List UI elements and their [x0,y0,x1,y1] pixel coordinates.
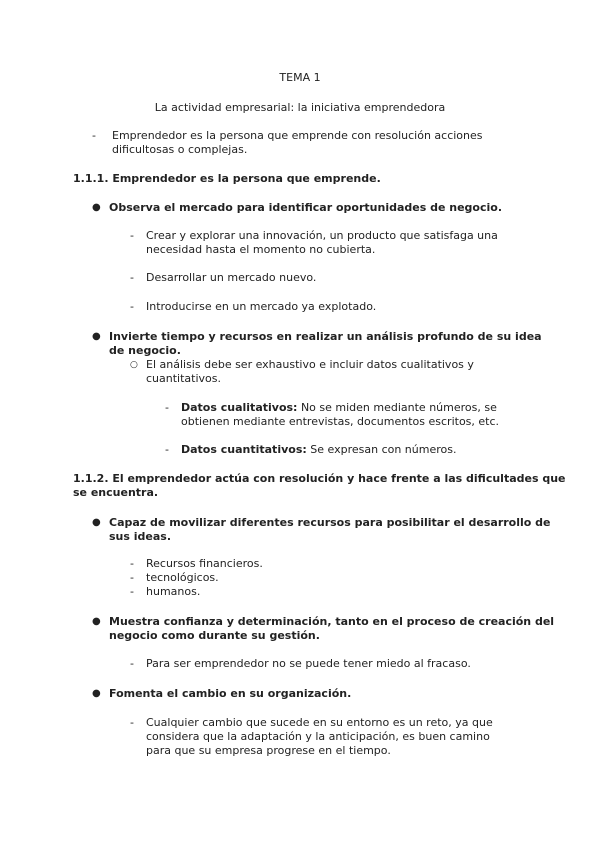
bullet-icon: ● [92,331,101,342]
s2-b3-sub-line1: Cualquier cambio que sucede en su entorno es un reto, ya que [146,716,493,729]
qualitative-text: No se miden mediante números, se [297,401,497,414]
s2-bullet-2-line2: negocio como durante su gestión. [109,629,320,642]
intro-line-2: dificultosas o complejas. [112,143,248,156]
s1-b1-sub1-line1: Crear y explorar una innovación, un producto que satisfaga una [146,229,498,242]
s1-b1-sub1-line2: necesidad hasta el momento no cubierta. [146,243,376,256]
s2-bullet-3: Fomenta el cambio en su organización. [109,687,352,700]
s2-bullet-1-line2: sus ideas. [109,530,172,543]
s2-b3-sub-line3: para que su empresa progrese en el tiempo. [146,744,391,757]
s2-bullet-1-line1: Capaz de movilizar diferentes recursos para posibilitar el desarrollo de [109,516,551,529]
s2-b3-sub-line2: considera que la adaptación y la anticipación, es buen camino [146,730,490,743]
s1-bullet-1: Observa el mercado para identificar oportunidades de negocio. [109,201,503,214]
quantitative-line [181,443,456,458]
intro-line-1: Emprendedor es la persona que emprende con resolución acciones [112,129,483,142]
section-2-heading-line1: 1.1.2. El emprendedor actúa con resolución y hace frente a las dificultades que [73,472,566,485]
s2-b2-sub: Para ser emprendedor no se puede tener miedo al fracaso. [146,657,471,670]
dash-marker: - [130,657,134,670]
dash-marker: - [165,443,169,456]
s1-b2-circ-line1: El análisis debe ser exhaustivo e incluir datos cualitativos y [146,358,474,371]
dash-marker: - [130,585,134,598]
section-1-heading: 1.1.1. Emprendedor es la persona que emprende. [73,172,381,185]
qualitative-label: Datos cualitativos: [181,401,298,414]
dash-marker: - [130,300,134,313]
s1-bullet-2-line1: Invierte tiempo y recursos en realizar un análisis profundo de su idea [109,330,542,343]
bullet-icon: ● [92,517,101,528]
page-subtitle: La actividad empresarial: la iniciativa emprendedora [154,101,446,114]
bullet-icon: ● [92,616,101,627]
dash-marker: - [130,571,134,584]
list-item: Recursos financieros. [146,557,263,570]
dash-marker: - [130,229,134,242]
dash-marker: - [92,129,96,142]
bullet-icon: ● [92,688,101,699]
qualitative-line2: obtienen mediante entrevistas, documentos escritos, etc. [181,415,500,428]
s1-b1-sub2: Desarrollar un mercado nuevo. [146,271,317,284]
dash-marker: - [165,401,169,414]
circle-bullet-icon: ○ [130,360,138,370]
dash-marker: - [130,271,134,284]
quantitative-text: Se expresan con números. [306,443,457,456]
section-2-heading-line2: se encuentra. [73,486,159,499]
qualitative-line1 [181,401,497,416]
quantitative-label: Datos cuantitativos: [181,443,307,456]
page-title: TEMA 1 [279,71,321,84]
dash-marker: - [130,557,134,570]
s1-b2-circ-line2: cuantitativos. [146,372,221,385]
s1-bullet-2-line2: de negocio. [109,344,181,357]
list-item: tecnológicos. [146,571,219,584]
dash-marker: - [130,716,134,729]
list-item: humanos. [146,585,201,598]
s2-bullet-2-line1: Muestra confianza y determinación, tanto en el proceso de creación del [109,615,555,628]
s1-b1-sub3: Introducirse en un mercado ya explotado. [146,300,377,313]
bullet-icon: ● [92,202,101,213]
